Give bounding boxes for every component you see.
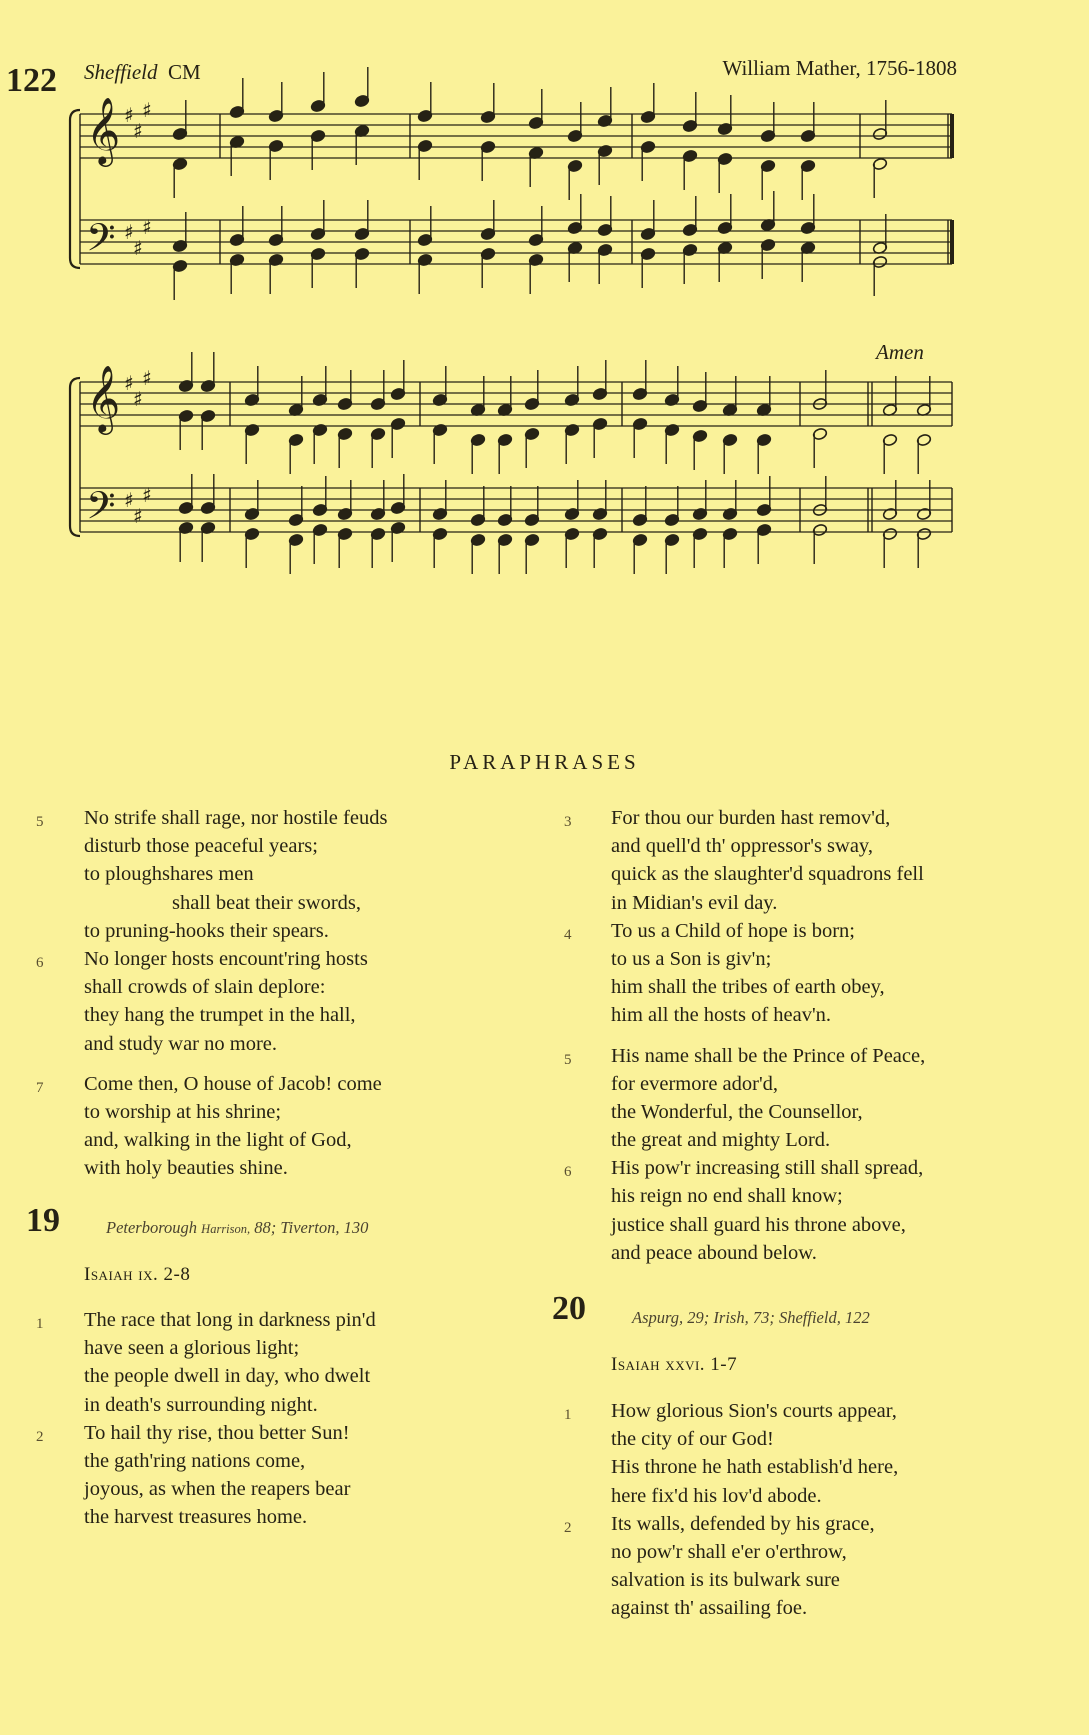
verse-line: quick as the slaughter'd squadrons fell	[611, 863, 924, 886]
sharp-sign: ♯	[124, 103, 134, 127]
meter: CM	[167, 60, 201, 84]
tune-name: Sheffield	[84, 60, 158, 84]
verse-line: for evermore ador'd,	[611, 1072, 779, 1095]
verse-block	[36, 804, 504, 945]
verse-line: with holy beauties shine.	[84, 1157, 288, 1180]
verse-line: him all the hosts of heav'n.	[611, 1004, 832, 1027]
verse-line: Its walls, defended by his grace,	[611, 1512, 875, 1535]
verse-number: 1	[564, 1407, 572, 1423]
verse-block	[36, 945, 504, 1058]
verse-line: His name shall be the Prince of Peace,	[611, 1044, 926, 1067]
verse-line: no pow'r shall e'er o'erthrow,	[611, 1540, 847, 1563]
sharp-sign: ♯	[124, 488, 134, 512]
sharp-sign: ♯	[133, 119, 143, 143]
bass-clef: 𝄢	[86, 483, 116, 537]
tune-peterborough: Peterborough	[106, 1218, 198, 1237]
verse-line: in death's surrounding night.	[84, 1393, 318, 1416]
verse-number: 2	[36, 1428, 44, 1445]
verse-number: 6	[564, 1164, 572, 1181]
verse-line: have seen a glorious light;	[84, 1337, 300, 1360]
verse-line: the gath'ring nations come,	[84, 1449, 306, 1472]
verse-line: His throne he hath establish'd here,	[611, 1456, 899, 1479]
verse-line: justice shall guard his throne above,	[611, 1213, 906, 1236]
verse-line: to us a Son is giv'n;	[611, 947, 772, 970]
verse-line: him shall the tribes of earth obey,	[611, 976, 885, 999]
paraphrase-number-20: 20	[552, 1290, 586, 1327]
para19-verses	[36, 1306, 504, 1532]
left-column	[36, 804, 504, 1182]
verse-line: they hang the trumpet in the hall,	[84, 1004, 356, 1027]
verse-block	[564, 1042, 1051, 1155]
sharp-sign: ♯	[133, 387, 143, 411]
treble-clef: 𝄞	[86, 364, 121, 432]
verse-line: and study war no more.	[84, 1032, 277, 1055]
verse-line: How glorious Sion's courts appear,	[611, 1400, 897, 1422]
verse-block	[564, 1510, 1051, 1623]
sharp-sign: ♯	[124, 220, 134, 244]
treble-clef: 𝄞	[86, 96, 121, 164]
sharp-sign: ♯	[133, 504, 143, 528]
verse-line: For thou our burden hast remov'd,	[611, 807, 891, 829]
sharp-sign: ♯	[142, 483, 152, 507]
sharp-sign: ♯	[133, 236, 143, 260]
verse-line: in Midian's evil day.	[611, 891, 778, 914]
composer: William Mather, 1756-1808	[722, 56, 957, 80]
sharp-sign: ♯	[124, 371, 134, 395]
verse-block	[564, 1154, 1051, 1267]
bass-clef: 𝄢	[86, 215, 116, 269]
paraphrase-number-19: 19	[26, 1202, 60, 1239]
verse-number: 4	[564, 926, 572, 943]
system-bracket	[70, 378, 80, 536]
paraphrase-19-body	[36, 1306, 504, 1532]
verse-block	[564, 917, 1051, 1030]
verse-block	[564, 804, 1051, 917]
verse-block	[36, 1306, 504, 1419]
verse-number: 2	[564, 1519, 572, 1536]
right-verses	[564, 804, 1051, 1267]
para20-verses	[564, 1397, 1051, 1623]
verse-line: to ploughshares men	[84, 863, 254, 886]
sharp-sign: ♯	[142, 366, 152, 390]
verse-line: the city of our God!	[611, 1428, 774, 1451]
verse-line: the Wonderful, the Counsellor,	[611, 1100, 863, 1123]
verse-line: his reign no end shall know;	[611, 1185, 843, 1208]
section-title: PARAPHRASES	[449, 750, 640, 774]
verse-number: 1	[36, 1316, 44, 1332]
verse-line: His pow'r increasing still shall spread,	[611, 1157, 924, 1180]
score-svg	[0, 0, 1089, 600]
left-verses	[36, 804, 504, 1182]
amen-label: Amen	[876, 340, 924, 364]
paraphrase-20-body	[564, 1397, 1051, 1623]
verse-block	[36, 1419, 504, 1532]
verse-line: the great and mighty Lord.	[611, 1129, 831, 1152]
verse-block	[36, 1070, 504, 1183]
hymn-number: 122	[6, 62, 57, 99]
scripture-ref-20: Isaiah xxvi. 1-7	[611, 1354, 738, 1375]
verse-number: 5	[36, 814, 44, 830]
verse-line: to pruning-hooks their spears.	[84, 919, 329, 942]
verse-number: 5	[564, 1051, 572, 1068]
tune-composer: Harrison,	[201, 1222, 251, 1236]
verse-line: No longer hosts encount'ring hosts	[84, 947, 368, 970]
verse-line: No strife shall rage, nor hostile feuds	[84, 807, 388, 829]
verse-line: the harvest treasures home.	[84, 1506, 308, 1529]
verse-line: here fix'd his lov'd abode.	[611, 1484, 822, 1507]
verse-line: to worship at his shrine;	[84, 1100, 282, 1123]
tunes-reference-20: Aspurg, 29; Irish, 73; Sheffield, 122	[632, 1308, 870, 1327]
tunes-reference-19	[106, 1218, 368, 1238]
verse-line: joyous, as when the reapers bear	[84, 1478, 351, 1501]
verse-line: and peace abound below.	[611, 1241, 817, 1264]
verse-line: Come then, O house of Jacob! come	[84, 1072, 382, 1095]
verse-number: 3	[564, 814, 572, 830]
sharp-sign: ♯	[142, 98, 152, 122]
verse-number: 6	[36, 954, 44, 971]
scripture-ref-19: Isaiah ix. 2-8	[84, 1264, 191, 1285]
verse-block	[564, 1397, 1051, 1510]
tune-rest: 88; Tiverton, 130	[254, 1218, 369, 1237]
sharp-sign: ♯	[142, 215, 152, 239]
system-bracket	[70, 110, 80, 268]
verse-line: salvation is its bulwark sure	[611, 1569, 840, 1592]
verse-number: 7	[36, 1079, 44, 1096]
verse-line: and quell'd th' oppressor's sway,	[611, 835, 873, 858]
verse-line: The race that long in darkness pin'd	[84, 1309, 376, 1331]
verse-line: To hail thy rise, thou better Sun!	[84, 1421, 350, 1444]
verse-line: and, walking in the light of God,	[84, 1129, 352, 1152]
verse-line: shall beat their swords,	[172, 891, 362, 914]
verse-line: against th' assailing foe.	[611, 1597, 808, 1620]
right-column	[564, 804, 1051, 1267]
verse-line: To us a Child of hope is born;	[611, 919, 855, 942]
verse-line: the people dwell in day, who dwelt	[84, 1365, 371, 1388]
verse-line: disturb those peaceful years;	[84, 835, 318, 858]
verse-line: shall crowds of slain deplore:	[84, 976, 326, 999]
